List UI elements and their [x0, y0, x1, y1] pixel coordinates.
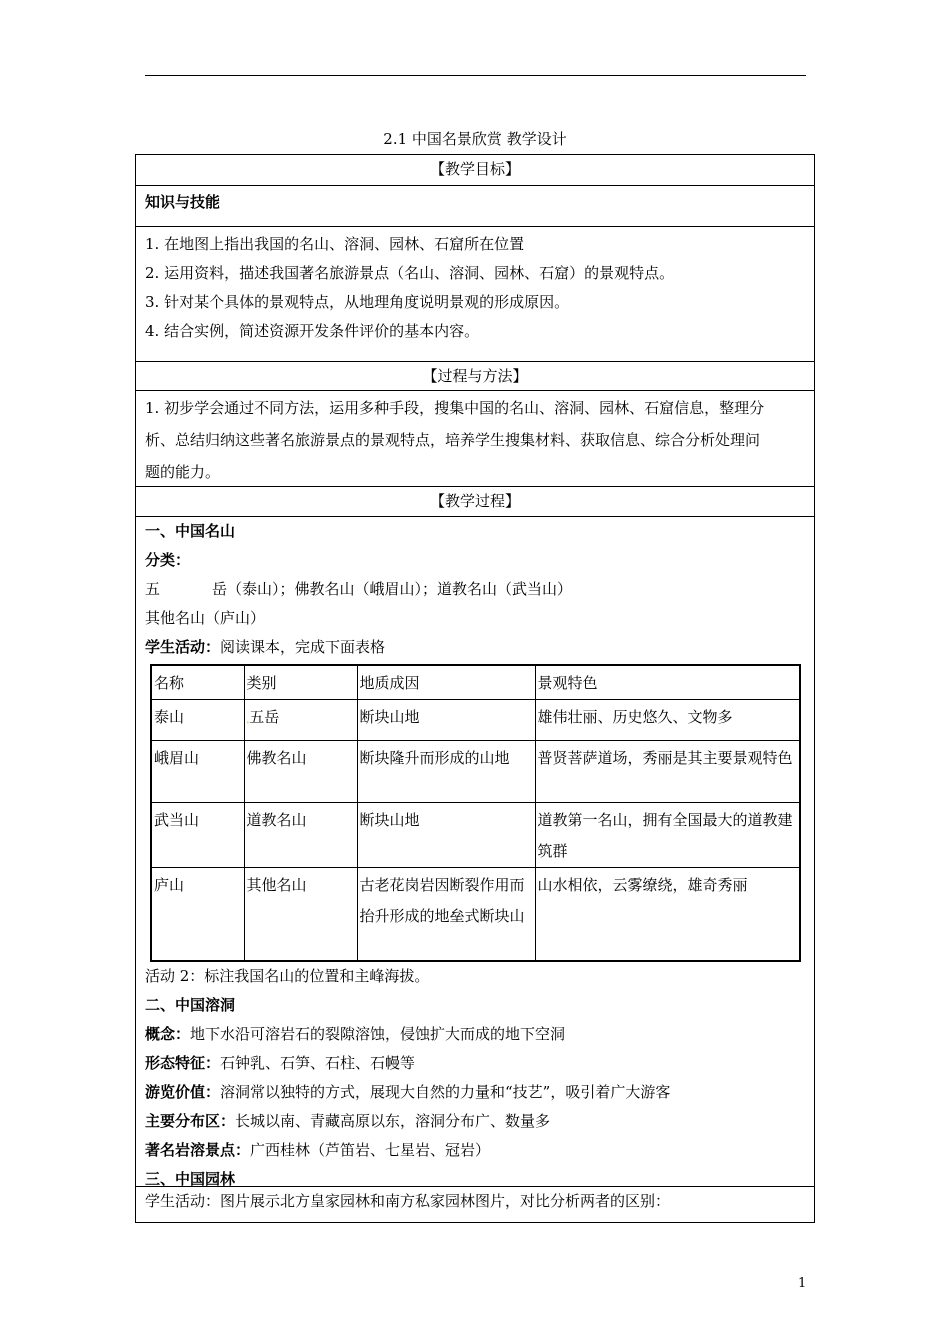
concept-text: 地下水沿可溶岩石的裂隙溶蚀，侵蚀扩大而成的地下空洞 — [190, 1024, 566, 1043]
process-method-header: 【过程与方法】 — [136, 361, 814, 390]
table-cell: 道教名山 — [244, 803, 357, 868]
classify-five: 五 — [145, 580, 161, 598]
objectives-header: 【教学目标】 — [429, 160, 520, 178]
header-cell: 地质成因 — [357, 665, 535, 700]
header-cell: 名称 — [151, 665, 244, 700]
teaching-process-header: 【教学过程】 — [136, 486, 814, 516]
objective-item: 2. 运用资料，描述我国著名旅游景点（名山、溶洞、园林、石窟）的景观特点。 — [145, 264, 675, 282]
famous-label: 著名岩溶景点： — [145, 1140, 251, 1159]
table-cell: 普贤菩萨道场，秀丽是其主要景观特色 — [535, 741, 800, 803]
mountain-table — [150, 664, 801, 962]
activity-label: 学生活动： — [145, 638, 221, 656]
teaching-process-body — [136, 516, 814, 1186]
table-cell: 武当山 — [151, 803, 244, 868]
cave-value — [145, 1078, 805, 1107]
section-title-mountains: 一、中国名山 — [145, 522, 236, 540]
table-cell: 佛教名山 — [244, 741, 357, 803]
student-activity — [145, 633, 805, 662]
edit-mark-icon: ˌ — [246, 714, 250, 725]
table-row — [151, 741, 800, 803]
section-title-gardens: 三、中国园林 — [145, 1169, 236, 1188]
concept-label: 概念： — [145, 1024, 191, 1043]
classify-label: 分类： — [145, 551, 191, 569]
table-cell — [244, 700, 357, 741]
cave-concept — [145, 1020, 805, 1049]
table-cell: 山水相依，云雾缭绕，雄奇秀丽 — [535, 868, 800, 961]
process-method-body — [136, 390, 814, 486]
process-method-line: 析、总结归纳这些著名旅游景点的景观特点，培养学生搜集材料、获取信息、综合分析处理问 — [145, 431, 761, 449]
table-cell: 其他名山 — [244, 868, 357, 961]
cave-distribution — [145, 1107, 805, 1136]
table-cell: 雄伟壮丽、历史悠久、文物多 — [535, 700, 800, 741]
table-row — [151, 868, 800, 961]
objective-item: 4. 结合实例，简述资源开发条件评价的基本内容。 — [145, 322, 480, 340]
table-header-row — [151, 665, 800, 700]
table-cell: 古老花岗岩因断裂作用而抬升形成的地垒式断块山 — [357, 868, 535, 961]
value-label: 游览价值： — [145, 1082, 221, 1101]
knowledge-skills-row — [136, 185, 814, 226]
table-cell: 断块山地 — [357, 700, 535, 741]
table-row — [151, 803, 800, 868]
cave-famous — [145, 1136, 805, 1165]
distribution-text: 长城以南、青藏高原以东，溶洞分布广、数量多 — [235, 1111, 551, 1130]
table-cell: 峨眉山 — [151, 741, 244, 803]
process-method-line: 1. 初步学会通过不同方法，运用多种手段，搜集中国的名山、溶洞、园林、石窟信息，整理分 — [145, 399, 765, 417]
knowledge-skills-heading: 知识与技能 — [145, 193, 221, 211]
activity-2: 活动 2：标注我国名山的位置和主峰海拔。 — [145, 966, 430, 985]
header-cell: 景观特色 — [535, 665, 800, 700]
cave-form — [145, 1049, 805, 1078]
table-cell: 庐山 — [151, 868, 244, 961]
classify-line-1 — [145, 575, 805, 604]
classify-categories: 岳（泰山）；佛教名山（峨眉山）；道教名山（武当山） — [212, 580, 573, 598]
lesson-plan-table — [135, 154, 815, 1223]
objectives-list — [136, 226, 814, 361]
activity-text: 阅读课本，完成下面表格 — [220, 638, 386, 656]
page-number: 1 — [798, 1276, 807, 1291]
table-row — [151, 700, 800, 741]
famous-text: 广西桂林（芦笛岩、七星岩、冠岩） — [250, 1140, 491, 1159]
classify-line-2: 其他名山（庐山） — [145, 609, 266, 627]
table-cell: 泰山 — [151, 700, 244, 741]
objective-item: 3. 针对某个具体的景观特点，从地理角度说明景观的形成原因。 — [145, 293, 570, 311]
header-cell: 类别 — [244, 665, 357, 700]
process-method-line: 题的能力。 — [145, 463, 221, 481]
garden-activity: 学生活动：图片展示北方皇家园林和南方私家园林图片，对比分析两者的区别： — [136, 1186, 814, 1222]
form-text: 石钟乳、石笋、石柱、石幔等 — [220, 1053, 416, 1072]
objective-item: 1. 在地图上指出我国的名山、溶洞、园林、石窟所在位置 — [145, 235, 525, 253]
table-cell: 断块隆升而形成的山地 — [357, 741, 535, 803]
section-title-caves: 二、中国溶洞 — [145, 995, 236, 1014]
table-cell-text: 五岳 — [249, 708, 280, 726]
document-title: 2.1 中国名景欣赏 教学设计 — [383, 130, 567, 148]
table-cell: 断块山地 — [357, 803, 535, 868]
table-cell: 道教第一名山，拥有全国最大的道教建筑群 — [535, 803, 800, 868]
header-rule — [145, 75, 806, 76]
distribution-label: 主要分布区： — [145, 1111, 236, 1130]
form-label: 形态特征： — [145, 1053, 221, 1072]
value-text: 溶洞常以独特的方式，展现大自然的力量和“技艺”，吸引着广大游客 — [220, 1082, 671, 1101]
